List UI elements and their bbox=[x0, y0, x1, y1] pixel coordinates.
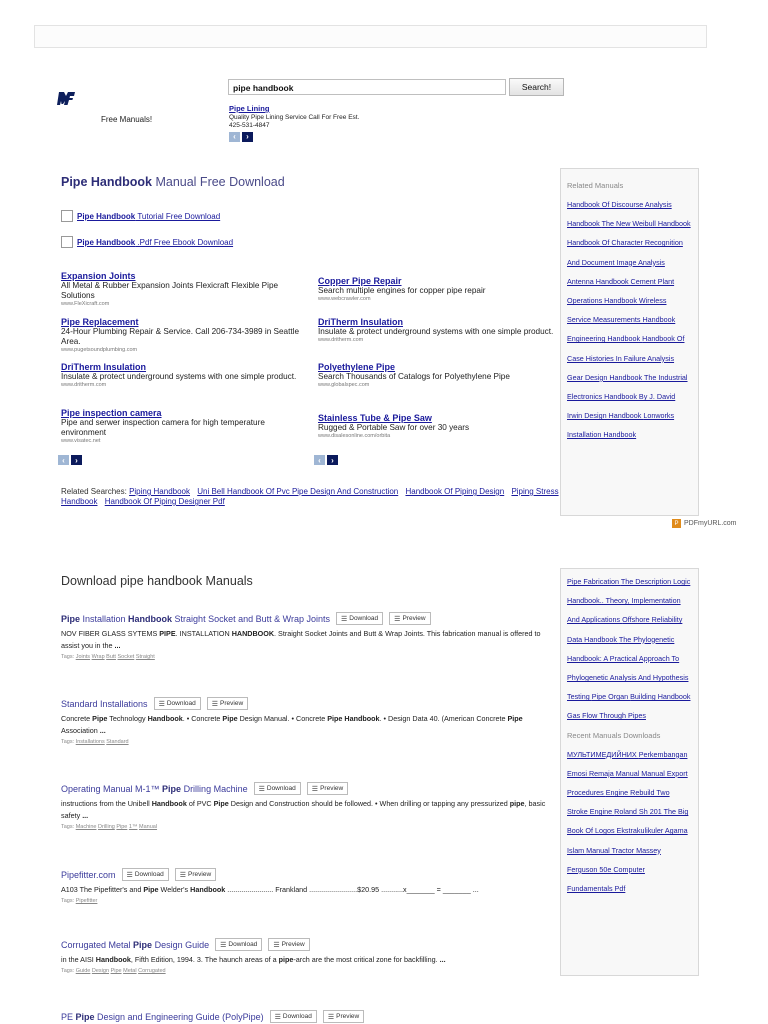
tag-link[interactable]: 1™ bbox=[128, 824, 138, 830]
recent-manual-link[interactable]: Manual Manual bbox=[615, 768, 667, 778]
ad-title[interactable]: DriTherm Insulation bbox=[61, 362, 147, 372]
download-label: Download bbox=[134, 871, 164, 878]
recent-manual-link[interactable]: The Big Book Of Logos bbox=[567, 807, 689, 836]
pdf-download-item[interactable] bbox=[61, 236, 233, 248]
list-icon: ☰ bbox=[220, 941, 227, 949]
result-tags: Tags: Pipefitter bbox=[61, 898, 98, 904]
download-button[interactable] bbox=[215, 938, 262, 951]
site-logo-icon[interactable] bbox=[57, 90, 77, 107]
top-banner-bar bbox=[34, 25, 707, 48]
manual-link[interactable]: The Phylogenetic Handbook: A Practical Approach To Phylogenetic Analysis And Hypothesis Testing bbox=[567, 634, 689, 702]
related-searches bbox=[61, 487, 561, 507]
list-icon: ☰ bbox=[158, 700, 165, 708]
ad-desc: Search Thousands of Catalogs for Polyethylene Pipe bbox=[318, 372, 510, 381]
download-label: Download bbox=[266, 785, 296, 792]
ad-url[interactable]: www.dritherm.com bbox=[61, 382, 107, 388]
ad-desc: Search multiple engines for copper pipe repair bbox=[318, 286, 486, 295]
manual-link[interactable]: Building Handbook bbox=[630, 692, 691, 702]
ad-item bbox=[318, 276, 558, 303]
result-title[interactable]: Pipe Installation Handbook Straight Socket and Butt & Wrap Joints bbox=[61, 613, 330, 624]
related-search-link[interactable]: Piping Stress Handbook bbox=[61, 487, 559, 506]
tutorial-download-link[interactable]: Pipe Handbook Tutorial Free Download bbox=[77, 211, 221, 221]
tag-link[interactable]: Joints bbox=[75, 654, 91, 660]
recent-manual-link[interactable]: Perkembangan Emosi Remaja bbox=[567, 749, 688, 778]
ad-desc: Rugged & Portable Saw for over 30 years bbox=[318, 423, 470, 432]
preview-label: Preview bbox=[336, 1013, 360, 1020]
download-button[interactable] bbox=[270, 1010, 317, 1023]
recent-manual-link[interactable]: Ekstrakulikuler Agama Islam bbox=[567, 826, 688, 855]
related-searches-label: Related Searches: bbox=[61, 487, 127, 496]
related-manual-link[interactable]: Handbook Of Case Histories In Failure Analysis bbox=[567, 334, 685, 363]
download-label: Download bbox=[166, 700, 196, 707]
related-manual-link[interactable]: Design Handbook bbox=[584, 411, 644, 421]
related-manual-link[interactable]: Handbook Of Discourse Analysis bbox=[567, 200, 672, 209]
result-tags: Tags: Guide Design Pipe Metal Corrugated bbox=[61, 968, 166, 974]
list-icon: ☰ bbox=[258, 785, 265, 793]
manual-link[interactable]: Pipe Fabrication bbox=[567, 577, 621, 586]
tag-link[interactable]: Pipe bbox=[110, 968, 122, 974]
related-manual-link[interactable]: Handbook bbox=[567, 219, 602, 229]
ad-item bbox=[61, 271, 301, 308]
tag-link[interactable]: Pipefitter bbox=[75, 898, 98, 904]
result-description: Concrete Pipe Technology Handbook. • Concrete Pipe Design Manual. • Concrete Pipe Handbook. • Design Data 40. (American Concrete Pipe Association ... bbox=[61, 714, 523, 735]
pdf-download-link[interactable]: Pipe Handbook .Pdf Free Ebook Download bbox=[77, 237, 234, 247]
download-label: Download bbox=[349, 615, 379, 622]
preview-button[interactable] bbox=[323, 1010, 364, 1023]
ad-title[interactable]: Pipe Replacement bbox=[61, 317, 139, 327]
ad-url[interactable]: www.pugetsoundplumbing.com bbox=[61, 347, 138, 353]
manual-link[interactable]: Pipe Organ bbox=[591, 692, 631, 702]
recent-manual-link[interactable]: Computer Fundamentals Pdf bbox=[567, 864, 645, 894]
tag-link[interactable]: Straight bbox=[135, 654, 155, 660]
ad-title[interactable]: Stainless Tube & Pipe Saw bbox=[318, 413, 432, 423]
download-button[interactable] bbox=[336, 612, 383, 625]
tag-link[interactable]: Manual bbox=[139, 824, 158, 830]
more-manuals-sidebar bbox=[560, 568, 699, 976]
next-arrow-icon[interactable]: › bbox=[71, 455, 82, 465]
checkbox-icon[interactable] bbox=[61, 210, 73, 222]
recent-manual-link[interactable]: Engine Rebuild Two Stroke Engine bbox=[567, 788, 670, 817]
preview-button[interactable] bbox=[207, 697, 248, 710]
related-manual-link[interactable]: Antenna Handbook bbox=[567, 276, 631, 286]
result-description: NOV FIBER GLASS SYTEMS PIPE. INSTALLATION HANDBOOK. Straight Socket Joints and Butt & Wrap Joints. This fabrication manual is offered to assist you in the ... bbox=[61, 629, 541, 650]
tag-link[interactable]: Metal bbox=[123, 968, 137, 974]
tag-link[interactable]: Corrugated bbox=[138, 968, 166, 974]
result-item bbox=[61, 612, 551, 660]
prev-arrow-icon[interactable]: ‹ bbox=[314, 455, 325, 465]
page-title-bold: Pipe Handbook bbox=[61, 175, 152, 189]
ad-title[interactable]: DriTherm Insulation bbox=[318, 317, 404, 327]
related-search-link[interactable]: Handbook Of Piping Designer Pdf bbox=[104, 497, 225, 506]
ad-item bbox=[318, 413, 558, 440]
related-manual-link[interactable]: Handbook Of Character Recognition And Document Image Analysis bbox=[567, 238, 683, 267]
ad-item bbox=[318, 317, 558, 344]
next-arrow-icon[interactable]: › bbox=[327, 455, 338, 465]
result-description: A103 The Pipefitter's and Pipe Welder's Handbook ....................... Frankland ........................$20.95 ...........x_______ = _______ ... bbox=[61, 885, 479, 894]
ad-desc: Insulate & protect underground systems with one simple product. bbox=[318, 327, 554, 336]
ad-url[interactable]: www.webcrawler.com bbox=[318, 296, 371, 302]
result-tags: Tags: Joints Wrap Butt Socket Straight bbox=[61, 654, 155, 660]
list-icon: ☰ bbox=[179, 871, 187, 879]
download-button[interactable] bbox=[122, 868, 169, 881]
page-title-rest: Manual Free Download bbox=[151, 175, 285, 189]
tag-link[interactable]: Socket bbox=[117, 654, 135, 660]
result-title[interactable]: Operating Manual M-1™ Pipe Drilling Machine bbox=[61, 783, 248, 794]
ad-title[interactable]: Copper Pipe Repair bbox=[318, 276, 402, 286]
ad-url[interactable]: www.globalspec.com bbox=[318, 382, 370, 388]
search-button[interactable]: Search! bbox=[509, 78, 564, 96]
tag-link[interactable]: Guide bbox=[75, 968, 91, 974]
next-arrow-icon[interactable]: › bbox=[242, 132, 253, 142]
ad-title[interactable]: Expansion Joints bbox=[61, 271, 136, 281]
pdfmyurl-label[interactable]: PDFmyURL.com bbox=[684, 520, 737, 527]
ads-right-arrows bbox=[314, 455, 338, 465]
manual-link[interactable]: Gas Flow Through Pipes bbox=[567, 711, 646, 721]
ad-url[interactable]: www.disalesonline.com/orbita bbox=[318, 433, 391, 439]
result-description: in the AISI Handbook, Fifth Edition, 1994. 3. The haunch areas of a pipe-arch are the most critical zone for backfilling. ... bbox=[61, 955, 446, 964]
ad-item bbox=[61, 362, 301, 389]
list-icon: ☰ bbox=[273, 941, 280, 949]
recent-manual-link[interactable]: МУЛЬТИМЕДИЙНИХ bbox=[567, 749, 639, 759]
result-title[interactable]: Corrugated Metal Pipe Design Guide bbox=[61, 939, 210, 950]
list-icon: ☰ bbox=[311, 785, 319, 793]
preview-button[interactable] bbox=[389, 612, 430, 625]
tag-link[interactable]: Pipe bbox=[116, 824, 128, 830]
ad-item bbox=[61, 408, 301, 445]
manual-link[interactable]: Offshore Reliability Data Handbook bbox=[567, 615, 683, 644]
result-item bbox=[61, 1010, 551, 1023]
related-manual-link[interactable]: The New Weibull Handbook bbox=[601, 219, 691, 229]
tag-link[interactable]: Installations bbox=[75, 739, 105, 745]
download-button[interactable] bbox=[154, 697, 201, 710]
tag-link[interactable]: Standard bbox=[106, 739, 129, 745]
preview-button[interactable] bbox=[175, 868, 216, 881]
related-manual-link[interactable]: Gear Design Handbook bbox=[567, 372, 644, 382]
ad-item bbox=[61, 317, 301, 354]
tag-link[interactable]: Wrap bbox=[91, 654, 105, 660]
recent-manual-link[interactable]: Roland Sh 201 bbox=[614, 807, 664, 817]
prev-arrow-icon[interactable]: ‹ bbox=[58, 455, 69, 465]
checkbox-icon[interactable] bbox=[61, 236, 73, 248]
ad-url[interactable]: www.FleXicraft.com bbox=[61, 301, 110, 307]
result-tags: Tags: Machine Drilling Pipe 1™ Manual bbox=[61, 824, 158, 830]
related-search-link[interactable]: Piping Handbook bbox=[129, 487, 190, 496]
related-manual-link[interactable]: Cement Plant Operations Handbook bbox=[567, 276, 675, 306]
related-manual-link[interactable]: Lonworks Installation Handbook bbox=[567, 411, 675, 440]
preview-label: Preview bbox=[402, 615, 426, 622]
download-button[interactable] bbox=[254, 782, 301, 795]
result-item bbox=[61, 782, 551, 830]
ad-url[interactable]: www.dritherm.com bbox=[318, 337, 364, 343]
top-ad-arrows bbox=[229, 132, 479, 142]
ad-desc: Pipe and serwer inspection camera for high temperature environment bbox=[61, 418, 265, 437]
ad-desc: All Metal & Rubber Expansion Joints Flexicraft Flexible Pipe Solutions bbox=[61, 281, 279, 300]
ad-item bbox=[318, 362, 558, 389]
result-title[interactable]: Pipefitter.com bbox=[61, 869, 116, 880]
tag-link[interactable]: Design bbox=[91, 968, 110, 974]
page-title bbox=[61, 175, 285, 189]
downloads-heading: Download pipe handbook Manuals bbox=[61, 574, 253, 588]
ad-url[interactable]: www.visatec.net bbox=[61, 438, 101, 444]
result-tags: Tags: Installations Standard bbox=[61, 739, 129, 745]
more-manuals-list bbox=[567, 571, 692, 725]
list-icon: ☰ bbox=[340, 615, 348, 623]
free-manuals-label: Free Manuals! bbox=[101, 115, 153, 124]
list-icon: ☰ bbox=[126, 871, 133, 879]
list-icon: ☰ bbox=[327, 1013, 335, 1021]
result-description: instructions from the Unibell Handbook of PVC Pipe Design and Construction should be followed. • When drilling or tapping any pressurized pipe, basic safety ... bbox=[61, 799, 546, 820]
list-icon: ☰ bbox=[211, 700, 219, 708]
preview-button[interactable] bbox=[307, 782, 348, 795]
result-item bbox=[61, 697, 551, 745]
top-ad-line2: 425-531-4847 bbox=[229, 122, 270, 129]
ad-title[interactable]: Pipe inspection camera bbox=[61, 408, 162, 418]
preview-label: Preview bbox=[281, 941, 305, 948]
tag-link[interactable]: Butt bbox=[106, 654, 116, 660]
ads-left-arrows bbox=[58, 455, 82, 465]
preview-label: Preview bbox=[320, 785, 344, 792]
top-ad-line1: Quality Pipe Lining Service Call For Free Est. bbox=[229, 114, 360, 121]
preview-label: Preview bbox=[220, 700, 244, 707]
recent-manual-link[interactable]: Manual Tractor Massey Ferguson 50e bbox=[567, 845, 661, 874]
preview-label: Preview bbox=[188, 871, 212, 878]
download-label: Download bbox=[282, 1013, 312, 1020]
related-manual-link[interactable]: Wireless Service Measurements Handbook bbox=[567, 296, 676, 325]
related-manuals-sidebar bbox=[560, 168, 699, 516]
recent-downloads-list bbox=[567, 744, 692, 898]
result-item bbox=[61, 868, 551, 904]
result-title[interactable]: Standard Installations bbox=[61, 698, 148, 709]
prev-arrow-icon[interactable]: ‹ bbox=[229, 132, 240, 142]
related-manuals-heading: Related Manuals bbox=[567, 181, 624, 190]
pdfmyurl-badge[interactable] bbox=[672, 519, 737, 528]
ad-title[interactable]: Polyethylene Pipe bbox=[318, 362, 396, 372]
related-manual-link[interactable]: Engineering Handbook bbox=[567, 334, 643, 344]
related-search-link[interactable]: Uni Bell Handbook Of Pvc Pipe Design And Construction bbox=[197, 487, 399, 496]
tutorial-download-item[interactable] bbox=[61, 210, 220, 222]
list-icon: ☰ bbox=[394, 615, 401, 623]
ad-desc: Insulate & protect underground systems with one simple product. bbox=[61, 372, 297, 381]
recent-downloads-heading: Recent Manuals Downloads bbox=[567, 730, 661, 740]
preview-button[interactable] bbox=[268, 938, 309, 951]
download-label: Download bbox=[228, 941, 258, 948]
ad-desc: 24-Hour Plumbing Repair & Service. Call 206-734-3989 in Seattle Area. bbox=[61, 327, 300, 346]
list-icon: ☰ bbox=[274, 1013, 281, 1021]
manual-link[interactable]: The Description Logic Handbook.. Theory, Implementation And Applications bbox=[567, 577, 691, 625]
pdf-icon: P bbox=[672, 519, 681, 528]
tag-link[interactable]: Drilling bbox=[98, 824, 115, 830]
recent-manual-link[interactable]: Export Procedures bbox=[567, 768, 688, 798]
related-manuals-list bbox=[567, 194, 692, 444]
tag-link[interactable]: Machine bbox=[75, 824, 97, 830]
related-search-link[interactable]: Handbook Of Piping Design bbox=[405, 487, 505, 496]
search-input[interactable]: pipe handbook bbox=[228, 79, 506, 95]
result-title[interactable]: PE Pipe Design and Engineering Guide (PolyPipe) bbox=[61, 1011, 264, 1022]
related-manual-link[interactable]: The Industrial Electronics Handbook By J. David Irwin bbox=[567, 372, 688, 421]
result-item bbox=[61, 938, 551, 974]
top-ad bbox=[229, 105, 479, 142]
top-ad-title[interactable]: Pipe Lining bbox=[229, 104, 270, 113]
